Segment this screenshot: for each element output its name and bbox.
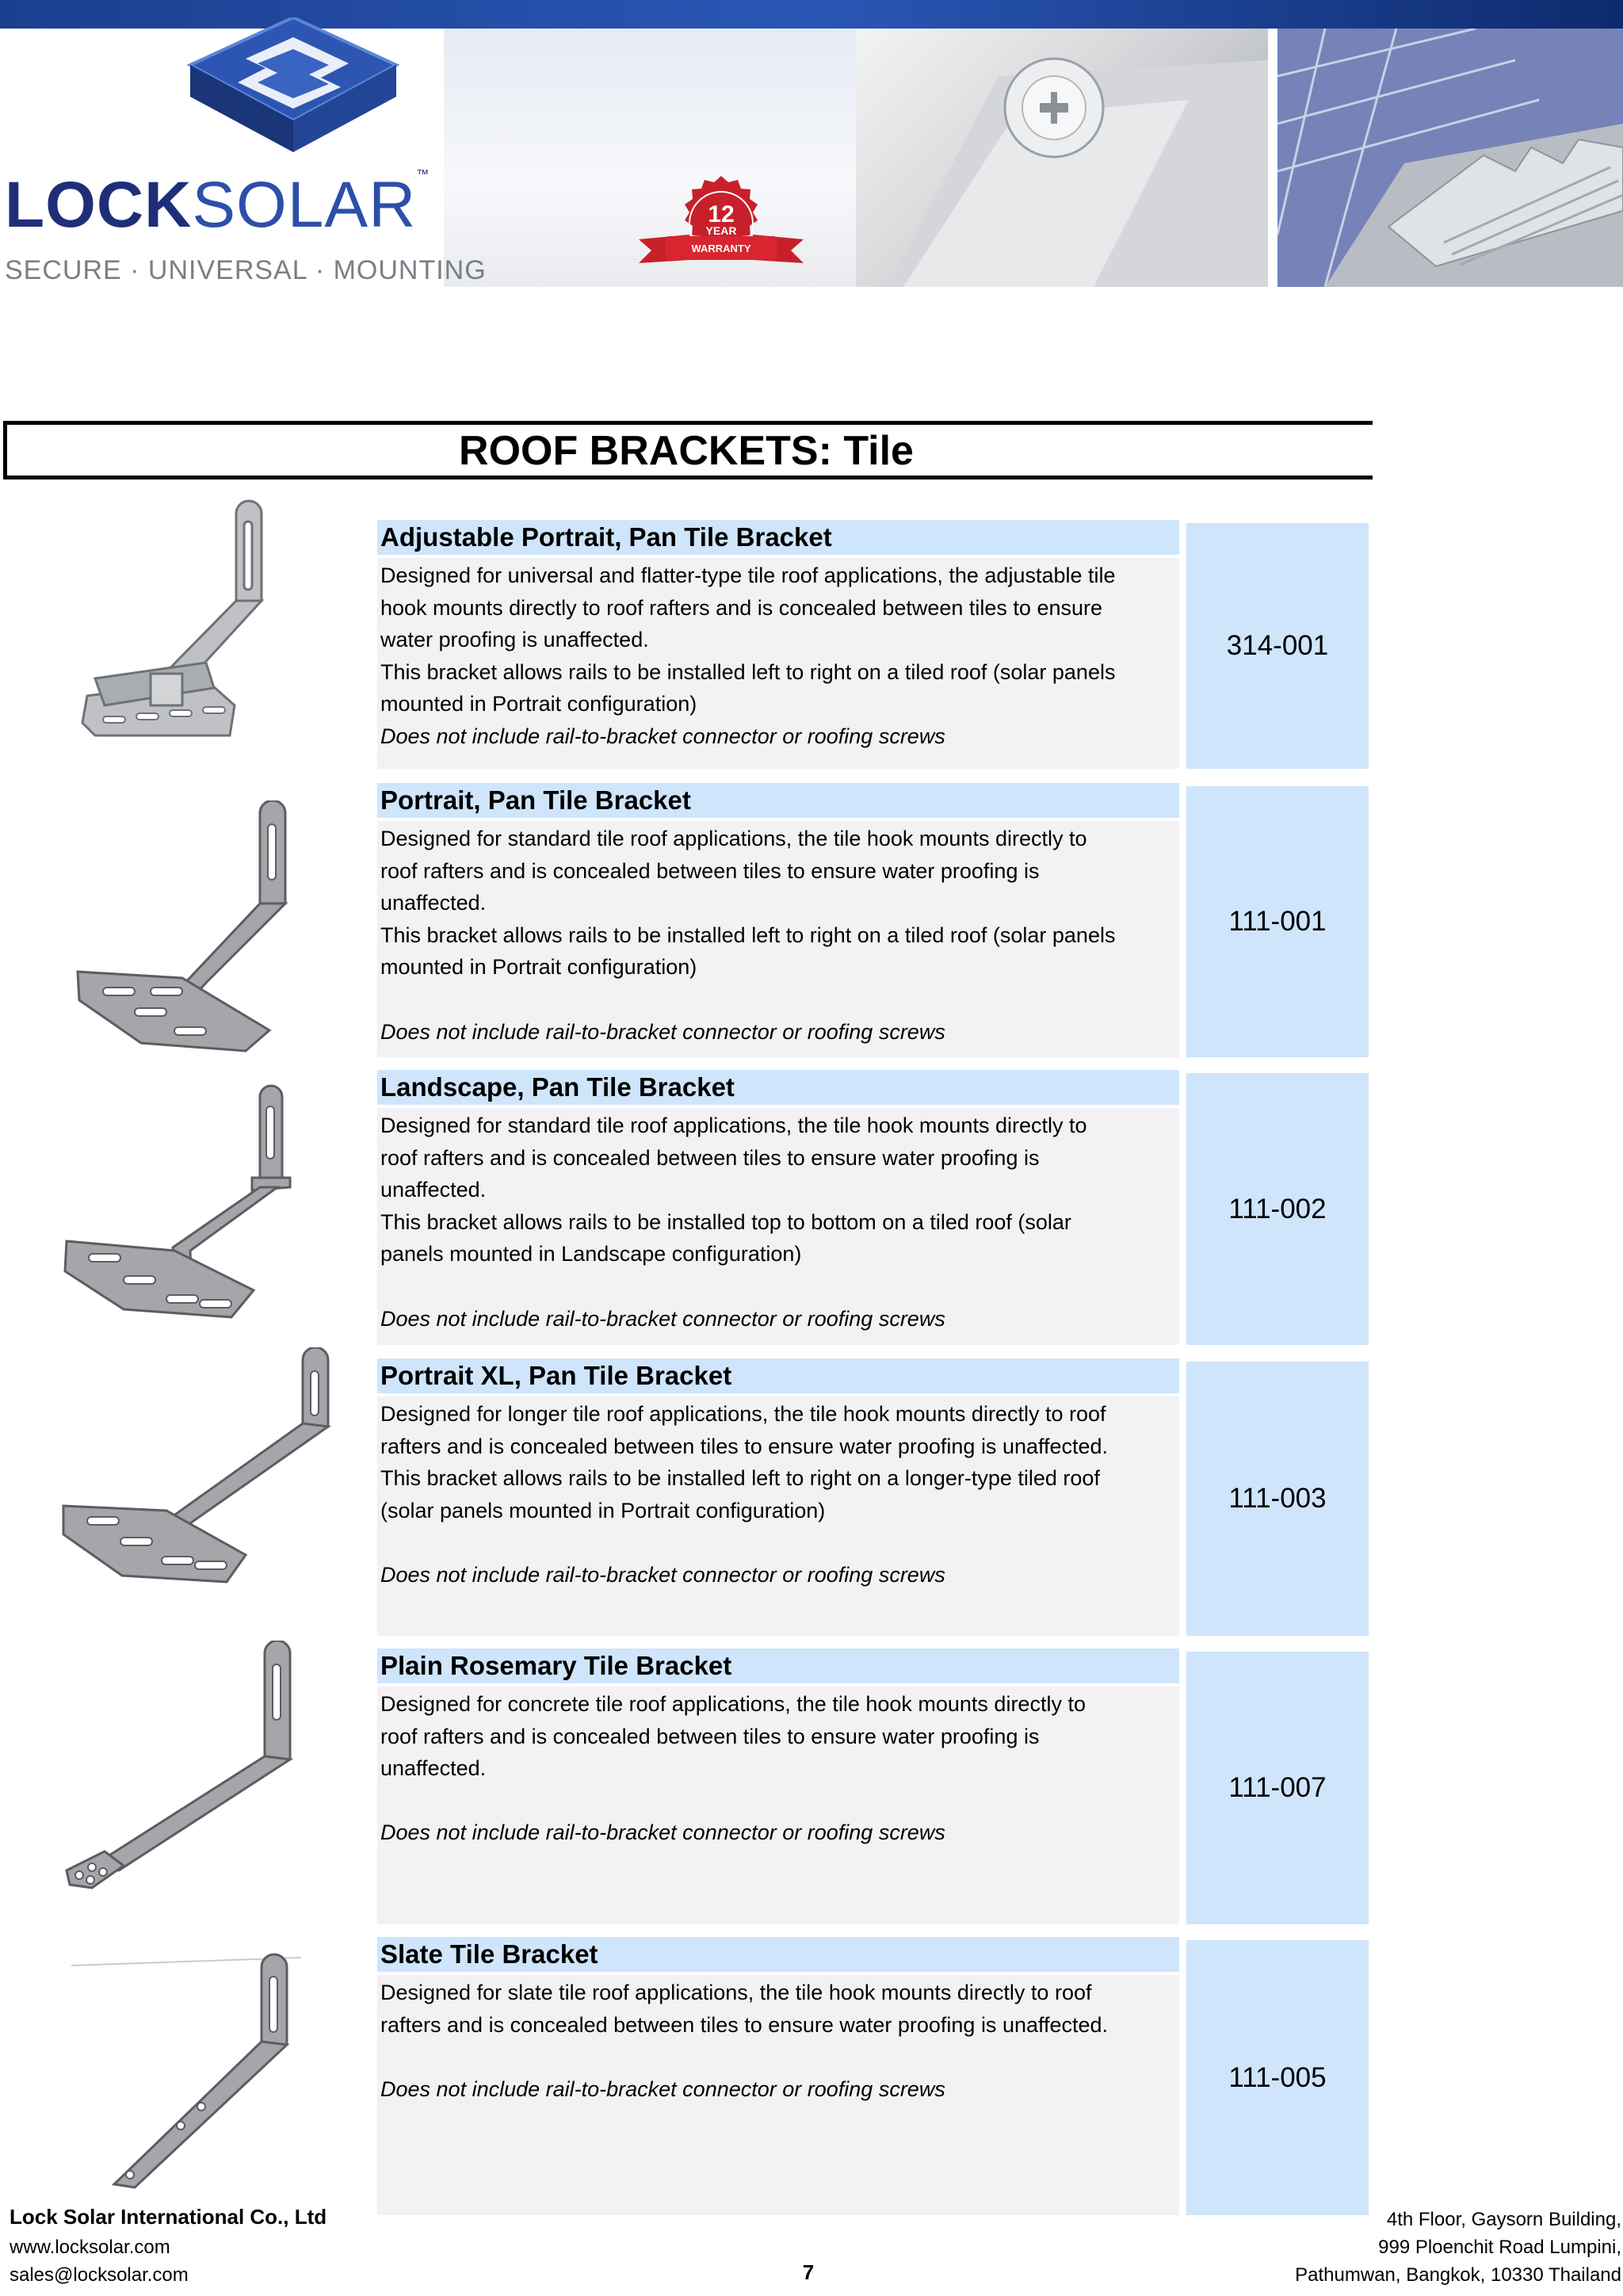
product-name: Plain Rosemary Tile Bracket [377, 1648, 1179, 1683]
product-code-cell [1186, 523, 1369, 769]
description-line: mounted in Portrait configuration) [380, 692, 697, 716]
locksolar-wordmark [5, 168, 430, 243]
description-line: rafters and is concealed between tiles to ensure water proofing is unaffected. [380, 1434, 1109, 1458]
description-line: Designed for longer tile roof applications, the tile hook mounts directly to roof [380, 1402, 1106, 1426]
header-banner [0, 0, 1623, 287]
spacer [380, 1785, 1179, 1817]
bracket-illustration [48, 800, 333, 1062]
spacer [380, 1270, 1179, 1303]
footer-email[interactable]: sales@locksolar.com [10, 2264, 189, 2286]
brand-tagline: SECURE · UNIVERSAL · MOUNTING [5, 255, 487, 285]
description-line: Designed for standard tile roof applications, the tile hook mounts directly to [380, 827, 1087, 850]
description-line: unaffected. [380, 1178, 487, 1202]
badge-ribbon-text: WARRANTY [691, 243, 751, 254]
description-line: water proofing is unaffected. [380, 628, 649, 652]
product-image [48, 498, 333, 767]
description-line: roof rafters and is concealed between tiles to ensure water proofing is [380, 1724, 1040, 1748]
product-note: Does not include rail-to-bracket connector or roofing screws [380, 1306, 945, 1331]
description-line: This bracket allows rails to be installed top to bottom on a tiled roof (solar [380, 1209, 1071, 1234]
warranty-seal-icon [634, 171, 808, 282]
description-line: unaffected. [380, 1756, 487, 1781]
description-line: Designed for universal and flatter-type tile roof applications, the adjustable tile [380, 563, 1116, 587]
description-line: unaffected. [380, 891, 487, 915]
product-note: Does not include rail-to-bracket connector or roofing screws [380, 2076, 945, 2101]
footer-address-line-2: 999 Ploenchit Road Lumpini, [1378, 2237, 1621, 2258]
footer-company: Lock Solar International Co., Ltd [10, 2205, 327, 2229]
product-name: Landscape, Pan Tile Bracket [377, 1070, 1179, 1105]
product-code: 111-001 [1228, 906, 1327, 937]
wordmark-lock: LOCK [5, 169, 193, 241]
product-code-cell [1186, 1362, 1369, 1636]
product-image [48, 1347, 333, 1617]
product-description [377, 821, 1179, 1057]
product-image [48, 1641, 333, 1910]
description-line: Designed for slate tile roof applications, the tile hook mounts directly to roof [380, 1981, 1092, 2004]
description-line: This bracket allows rails to be installed left to right on a longer-type tiled roof [380, 1466, 1100, 1491]
product-note: Does not include rail-to-bracket connector or roofing screws [380, 1562, 945, 1587]
product-code: 314-001 [1226, 630, 1329, 661]
product-image [48, 800, 333, 1070]
product-note: Does not include rail-to-bracket connector or roofing screws [380, 1820, 945, 1845]
page-title: ROOF BRACKETS: Tile [459, 428, 914, 474]
banner-photo-bracket [856, 29, 1268, 287]
product-description [377, 1687, 1179, 1924]
product-name: Portrait, Pan Tile Bracket [377, 783, 1179, 818]
product-code: 111-007 [1228, 1772, 1327, 1803]
bracket-illustration [48, 1084, 333, 1346]
product-image [48, 1950, 333, 2219]
product-note: Does not include rail-to-bracket connector or roofing screws [380, 1019, 945, 1044]
description-line: (solar panels mounted in Portrait configuration) [380, 1498, 826, 1522]
bracket-closeup-image [856, 29, 1268, 287]
solar-rail-image [1277, 29, 1623, 287]
product-image [48, 1084, 333, 1354]
badge-number: 12 [708, 201, 735, 227]
page-number: 7 [802, 2260, 815, 2284]
warranty-badge [634, 171, 808, 282]
product-note: Does not include rail-to-bracket connector or roofing screws [380, 724, 945, 748]
description-line: roof rafters and is concealed between tiles to ensure water proofing is [380, 1145, 1040, 1170]
product-description [377, 1396, 1179, 1636]
description-line: rafters and is concealed between tiles to ensure water proofing is unaffected. [380, 2012, 1109, 2037]
product-name: Portrait XL, Pan Tile Bracket [377, 1358, 1179, 1393]
description-line: hook mounts directly to roof rafters and is concealed between tiles to ensure [380, 595, 1102, 620]
product-description [377, 558, 1179, 769]
trademark-symbol: ™ [416, 168, 430, 181]
footer-address-line-1: 4th Floor, Gaysorn Building, [1386, 2209, 1621, 2230]
wordmark-solar: SOLAR [192, 169, 417, 241]
product-name: Slate Tile Bracket [377, 1937, 1179, 1972]
product-description [377, 1108, 1179, 1345]
description-line: Designed for concrete tile roof applications, the tile hook mounts directly to [380, 1692, 1086, 1716]
product-code-cell [1186, 786, 1369, 1057]
description-line: mounted in Portrait configuration) [380, 955, 697, 980]
product-code-cell [1186, 1940, 1369, 2215]
spacer [380, 2041, 1179, 2073]
bracket-illustration [48, 1347, 333, 1609]
banner-photo-rails [1277, 29, 1623, 287]
product-code: 111-003 [1228, 1483, 1327, 1514]
product-description [377, 1975, 1179, 2215]
footer-website[interactable]: www.locksolar.com [10, 2237, 170, 2258]
description-line: Designed for standard tile roof applications, the tile hook mounts directly to [380, 1114, 1087, 1137]
description-line: This bracket allows rails to be installed left to right on a tiled roof (solar panels [380, 659, 1116, 684]
locksolar-logo-mark [174, 17, 412, 152]
bracket-illustration [48, 498, 333, 759]
description-line: panels mounted in Landscape configuration) [380, 1242, 802, 1266]
spacer [380, 1526, 1179, 1559]
description-line: This bracket allows rails to be installed left to right on a tiled roof (solar panels [380, 923, 1116, 947]
product-code-cell [1186, 1073, 1369, 1345]
product-name: Adjustable Portrait, Pan Tile Bracket [377, 520, 1179, 555]
product-code-cell [1186, 1652, 1369, 1924]
badge-year: YEAR [705, 224, 737, 237]
product-code: 111-005 [1228, 2061, 1327, 2093]
product-code: 111-002 [1228, 1193, 1327, 1224]
description-line: roof rafters and is concealed between tiles to ensure water proofing is [380, 858, 1040, 883]
spacer [380, 984, 1179, 1016]
footer-address-line-3: Pathumwan, Bangkok, 10330 Thailand [1295, 2264, 1621, 2286]
bracket-illustration [48, 1641, 333, 1902]
bracket-illustration [48, 1950, 333, 2211]
